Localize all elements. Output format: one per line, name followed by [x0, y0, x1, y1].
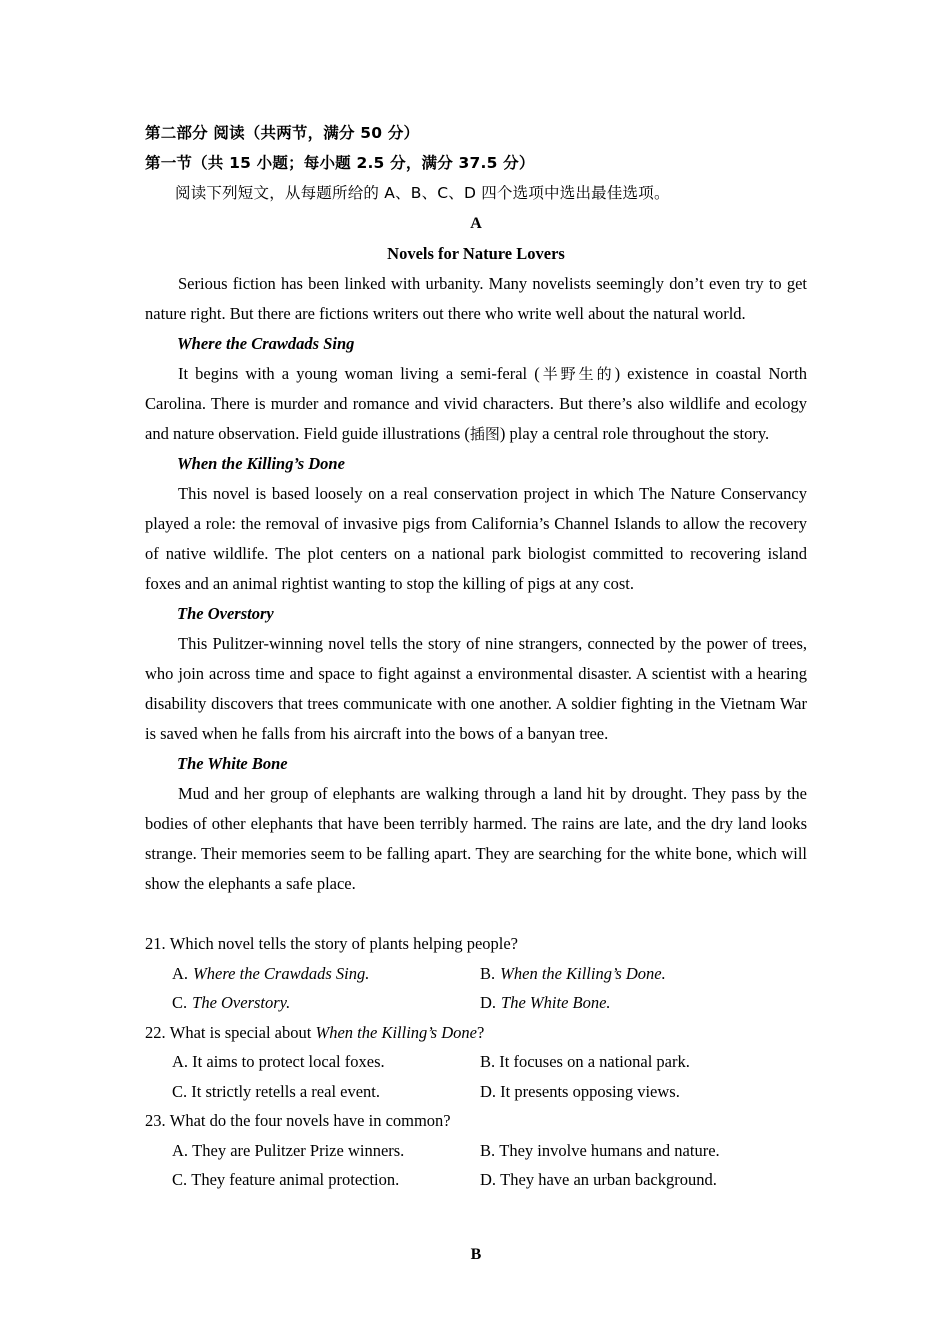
question-22-stem-prefix: What is special about [169, 1022, 316, 1042]
book-title-3: The Overstory [177, 604, 274, 623]
page-content [145, 118, 807, 1270]
option-23-d-text: They have an urban background. [500, 1170, 717, 1189]
option-23-c-text: They feature animal protection. [191, 1170, 400, 1189]
option-21-c[interactable] [172, 988, 480, 1018]
question-22-options-row-1 [145, 1047, 807, 1077]
passage-questions-spacer [145, 899, 807, 929]
option-21-d[interactable] [480, 988, 788, 1018]
questions-footer-spacer [145, 1195, 807, 1225]
book-paragraph-2: This novel is based loosely on a real conservation project in which The Nature Conservancy played a role: the removal of invasive pigs from California’s Channel Islands to allow the recovery of native wildlife. The plot centers on a national park biologist committed to recovering island foxes and an animal rightist wanting to stop the killing of pigs at any cost. [145, 484, 807, 593]
part-heading: 第二部分 阅读（共两节，满分 50 分） [145, 124, 420, 142]
book1-text-c: ) play a central role throughout the story. [499, 424, 770, 443]
question-23-options-row-2 [145, 1165, 807, 1195]
option-22-c-text: It strictly retells a real event. [191, 1081, 381, 1101]
book1-text-a: It begins with a young woman living a semi-feral ( [178, 364, 540, 383]
section-heading: 第一节（共 15 小题；每小题 2.5 分，满分 37.5 分） [145, 154, 535, 172]
question-22-number: 22. [145, 1022, 166, 1042]
book-title-2: When the Killing’s Done [177, 454, 345, 473]
book-paragraph-4: Mud and her group of elephants are walking through a land hit by drought. They pass by the bodies of other elephants that have been terribly harmed. The rains are late, and the dry land looks strange. Their memories seem to be falling apart. They are searching for the white bone, which will show the elephants a safe place. [145, 784, 807, 893]
option-21-d-text: The White Bone. [501, 993, 611, 1012]
option-23-b-text: They involve humans and nature. [499, 1140, 720, 1160]
option-22-c[interactable] [172, 1077, 480, 1107]
option-23-b[interactable] [480, 1136, 788, 1166]
question-22-stem-suffix: ? [476, 1022, 485, 1042]
option-22-a-label: A. [172, 1052, 189, 1071]
option-23-d-label: D. [480, 1170, 497, 1189]
question-21-number: 21. [145, 934, 166, 953]
option-23-a-text: They are Pulitzer Prize winners. [192, 1140, 405, 1160]
question-23 [145, 1106, 807, 1136]
option-22-a[interactable] [172, 1047, 480, 1077]
option-22-d[interactable] [480, 1077, 788, 1107]
section-instruction: 阅读下列短文，从每题所给的 A、B、C、D 四个选项中选出最佳选项。 [175, 184, 670, 202]
questions-footer-spacer-2 [145, 1225, 807, 1240]
question-21 [145, 929, 807, 959]
option-23-a[interactable] [172, 1136, 480, 1166]
passage-title: Novels for Nature Lovers [387, 244, 565, 263]
option-21-a-text: Where the Crawdads Sing. [193, 963, 370, 983]
option-22-b-label: B. [480, 1052, 496, 1071]
book-paragraph-1 [145, 359, 807, 449]
question-21-options-row-2 [145, 988, 807, 1018]
question-22 [145, 1018, 807, 1048]
option-21-c-text: The Overstory. [192, 993, 291, 1012]
book-title-4: The White Bone [177, 754, 288, 773]
book1-text-b: ) existence in coastal North Carolina. There is murder and romance and vivid characters. But there’s also wildlife and ecology and nature observation. Field guide illustrations ( [145, 364, 807, 443]
option-22-b[interactable] [480, 1047, 788, 1077]
question-22-stem-title: When the Killing’s Done [315, 1022, 477, 1042]
option-22-d-label: D. [480, 1081, 497, 1101]
option-23-c-label: C. [172, 1170, 188, 1189]
option-23-a-label: A. [172, 1140, 189, 1160]
question-23-stem: What do the four novels have in common? [169, 1111, 451, 1130]
question-22-options-row-2 [145, 1077, 807, 1107]
option-21-c-label: C. [172, 993, 188, 1012]
passage-marker-b: B [470, 1245, 482, 1263]
option-23-b-label: B. [480, 1140, 496, 1160]
book-paragraph-3: This Pulitzer-winning novel tells the story of nine strangers, connected by the power of trees, who join across time and space to fight against a environmental disaster. A scientist with a hearing disability discovers that trees communicate with one another. A soldier fighting in the Vietnam War is saved when he falls from his aircraft into the bows of a banyan tree. [145, 634, 807, 743]
question-23-number: 23. [145, 1111, 166, 1130]
passage-intro-paragraph: Serious fiction has been linked with urbanity. Many novelists seemingly don’t even try to get nature right. But there are fictions writers out there who write well about the natural world. [145, 274, 807, 323]
option-22-b-text: It focuses on a national park. [499, 1052, 690, 1071]
book-title-1: Where the Crawdads Sing [177, 334, 355, 353]
option-21-d-label: D. [480, 993, 497, 1012]
question-21-stem: Which novel tells the story of plants helping people? [169, 934, 518, 953]
option-22-a-text: It aims to protect local foxes. [192, 1052, 385, 1071]
option-21-b-text: When the Killing’s Done. [500, 963, 666, 983]
option-22-d-text: It presents opposing views. [500, 1081, 680, 1101]
option-21-a-label: A. [172, 963, 189, 983]
option-23-c[interactable] [172, 1165, 480, 1195]
question-23-options-row-1 [145, 1136, 807, 1166]
option-23-d[interactable] [480, 1165, 788, 1195]
gloss-semi-feral: 半野生的 [539, 365, 615, 383]
question-21-options-row-1 [145, 959, 807, 989]
option-21-b[interactable] [480, 959, 788, 989]
passage-marker-a: A [470, 215, 482, 232]
option-22-c-label: C. [172, 1081, 188, 1101]
option-21-b-label: B. [480, 963, 496, 983]
option-21-a[interactable] [172, 959, 480, 989]
gloss-illustrations: 插图 [469, 425, 500, 443]
